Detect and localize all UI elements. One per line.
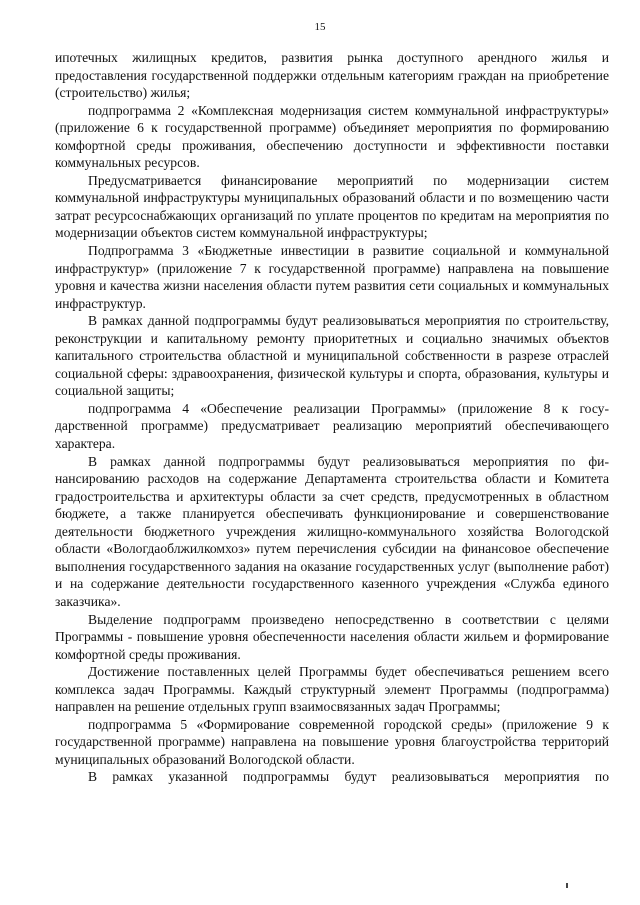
paragraph-housing-credit: ипотечных жилищных кредитов, развития рынка доступного арендного жилья и предоставления государственной поддержки отдельным категориям граждан на приобретение (строительство) жилья; [55, 50, 609, 101]
document-body [55, 49, 609, 786]
paragraph-subprogram-4: подпрограмма 4 «Обеспечение реализации Программы» (приложение 8 к государственной программе) предусматривает реализацию мероприятий обеспечивающего характера. [55, 400, 609, 452]
paragraph-subprogram-5: подпрограмма 5 «Формирование современной городской среды» (приложение 9 к государственной программе) направлена на повышение уровня благоустройства территорий муниципальных образований Вологодской области. [55, 716, 609, 767]
paragraph-subprogram-2: подпрограмма 2 «Комплексная модернизация систем коммунальной инфраструктуры» (приложение 6 к государственной программе) объединяет мероприятия по формированию комфортной среды проживания, обеспечению доступности и эффективности поставки коммунальных ресурсов. [55, 102, 609, 171]
paragraph-goals-achievement: Достижение поставленных целей Программы будет обеспечиваться решением всего комплекса задач Программы. Каждый структурный элемент Программы (подпрограмма) направлен на решение отдельных групп взаимосвязанных задач Программы; [55, 664, 609, 715]
paragraph-subprogram-selection: Выделение подпрограмм произведено непосредственно в соответствии с целями Программы - повышение уровня обеспеченности населения области жильем и формирование комфортной среды проживания. [55, 611, 609, 662]
scan-mark [566, 883, 568, 888]
paragraph-subprogram-3-measures: В рамках данной подпрограммы будут реализовываться мероприятия по строительству, реконструкции и капитальному ремонту приоритетных и социально значимых объектов капитального строительства областной и муниципальной собственности в разрезе отраслей социальной сферы: здравоохранения, физической культуры и спорта, образования, культуры и социальной защиты; [55, 313, 609, 399]
paragraph-subprogram-5-measures: В рамках указанной подпрограммы будут реализовываться мероприятия по [88, 769, 609, 785]
page-number: 15 [314, 21, 326, 33]
paragraph-subprogram-4-measures: В рамках данной подпрограммы будут реализовываться мероприятия по финансированию расходов на содержание Департамента строительства области и Комитета градостроительства и архитектуры области за счет средств, предусмотренных в областном бюджете, а также планируется обеспечивать функционирование и совершенствование деятельности бюджетного учреждения жилищно-коммунального хозяйства Вологодской области «Вологдаоблжилкомхоз» путем перечисления субсидии на финансовое обеспечение выполнения государственного задания на оказание государственных услуг (выполнение работ) и на содержание деятельности государственного казенного учреждения «Служба единого заказчика». [55, 453, 609, 609]
paragraph-subprogram-3: Подпрограмма 3 «Бюджетные инвестиции в развитие социальной и коммунальной инфраструктур» (приложение 7 к государственной программе) направлена на повышение уровня и качества жизни населения области путем развития сети социальных и коммунальных инфраструктур. [55, 243, 609, 311]
paragraph-utility-financing: Предусматривается финансирование мероприятий по модернизации систем коммунальной инфраструктуры муниципальных образований области и по возмещению части затрат ресурсоснабжающих организаций по уплате процентов по кредитам на мероприятия по модернизации объектов систем коммунальной инфраструктуры; [55, 172, 609, 241]
